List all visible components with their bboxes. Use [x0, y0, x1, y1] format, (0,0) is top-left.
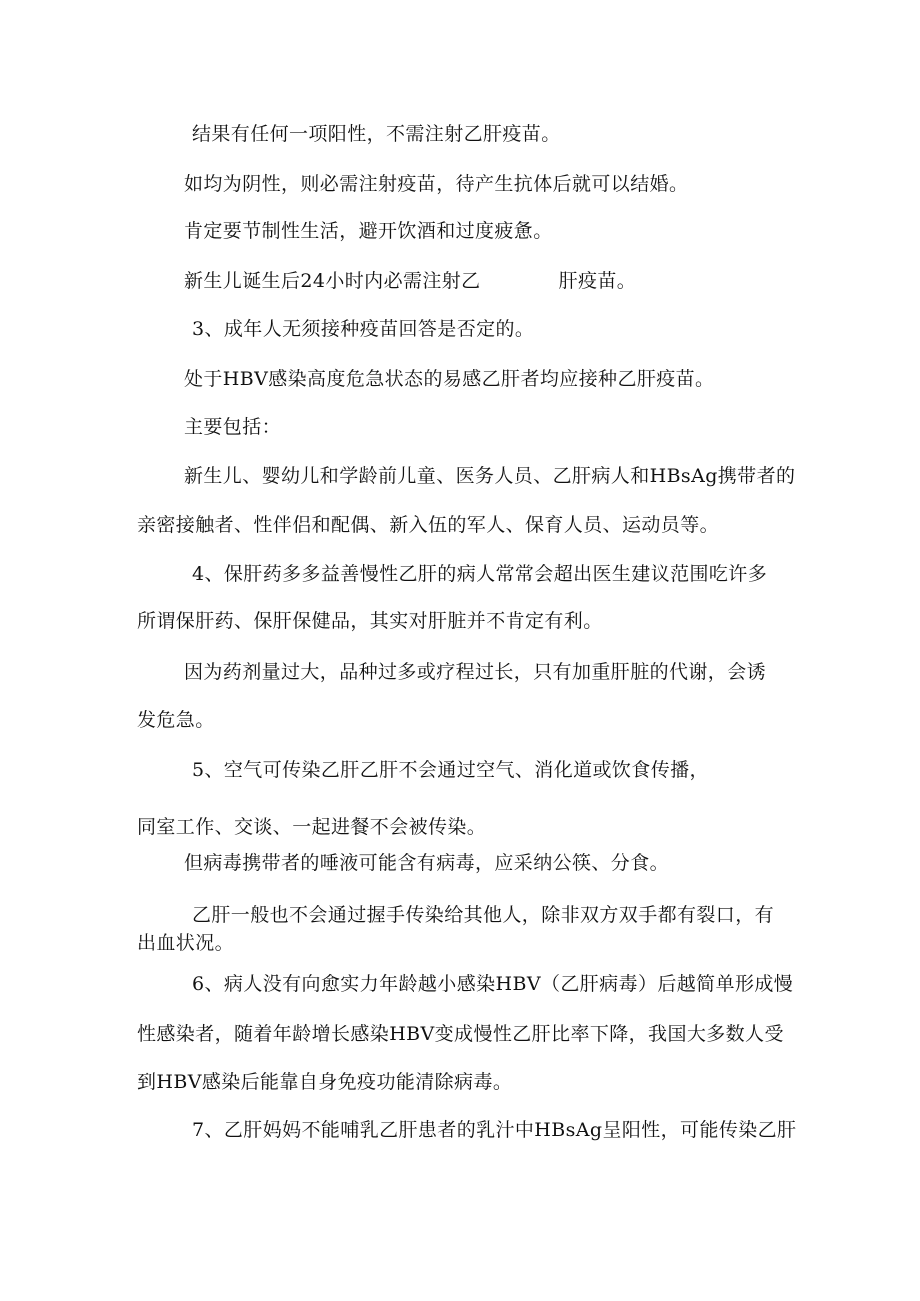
text-line: 出血状况。: [137, 932, 235, 954]
text-line: 亲密接触者、性伴侣和配偶、新入伍的军人、保育人员、运动员等。: [137, 514, 720, 536]
text-line: 结果有任何一项阳性，不需注射乙肝疫苗。: [192, 123, 561, 145]
text-line: 到HBV感染后能靠自身免疫功能清除病毒。: [137, 1071, 513, 1093]
text-segment: 肝疫苗。: [558, 270, 637, 292]
text-line: 肯定要节制性生活，避开饮酒和过度疲惫。: [184, 220, 553, 242]
text-segment: 新生儿诞生后24小时内必需注射乙: [184, 270, 481, 292]
text-line: 处于HBV感染高度危急状态的易感乙肝者均应接种乙肝疫苗。: [184, 368, 715, 390]
text-line-split: [184, 268, 636, 294]
text-line: 因为药剂量过大，品种过多或疗程过长，只有加重肝脏的代谢，会诱: [184, 661, 767, 683]
text-line: 主要包括：: [184, 416, 282, 438]
text-line: 乙肝一般也不会通过握手传染给其他人，除非双方双手都有裂口，有: [192, 904, 775, 926]
text-line: 如均为阴性，则必需注射疫苗，待产生抗体后就可以结婚。: [184, 173, 689, 195]
text-line: 同室工作、交谈、一起进餐不会被传染。: [137, 816, 487, 838]
text-line: 4、保肝药多多益善慢性乙肝的病人常常会超出医生建议范围吃许多: [192, 563, 768, 585]
text-line: 性感染者，随着年龄增长感染HBV变成慢性乙肝比率下降，我国大多数人受: [137, 1023, 784, 1045]
text-line: 发危急。: [137, 709, 215, 731]
text-line: 新生儿、婴幼儿和学龄前儿童、医务人员、乙肝病人和HBsAg携带者的: [184, 465, 796, 487]
text-line: 7、乙肝妈妈不能哺乳乙肝患者的乳汁中HBsAg呈阳性，可能传染乙肝: [192, 1119, 797, 1141]
text-line: 6、病人没有向愈实力年龄越小感染HBV（乙肝病毒）后越简单形成慢: [192, 973, 794, 995]
text-line: 但病毒携带者的唾液可能含有病毒，应采纳公筷、分食。: [184, 852, 670, 874]
text-line: 所谓保肝药、保肝保健品，其实对肝脏并不肯定有利。: [137, 610, 603, 632]
text-line: 3、成年人无须接种疫苗回答是否定的。: [192, 318, 535, 340]
text-line: 5、空气可传染乙肝乙肝不会通过空气、消化道或饮食传播，: [192, 759, 709, 781]
